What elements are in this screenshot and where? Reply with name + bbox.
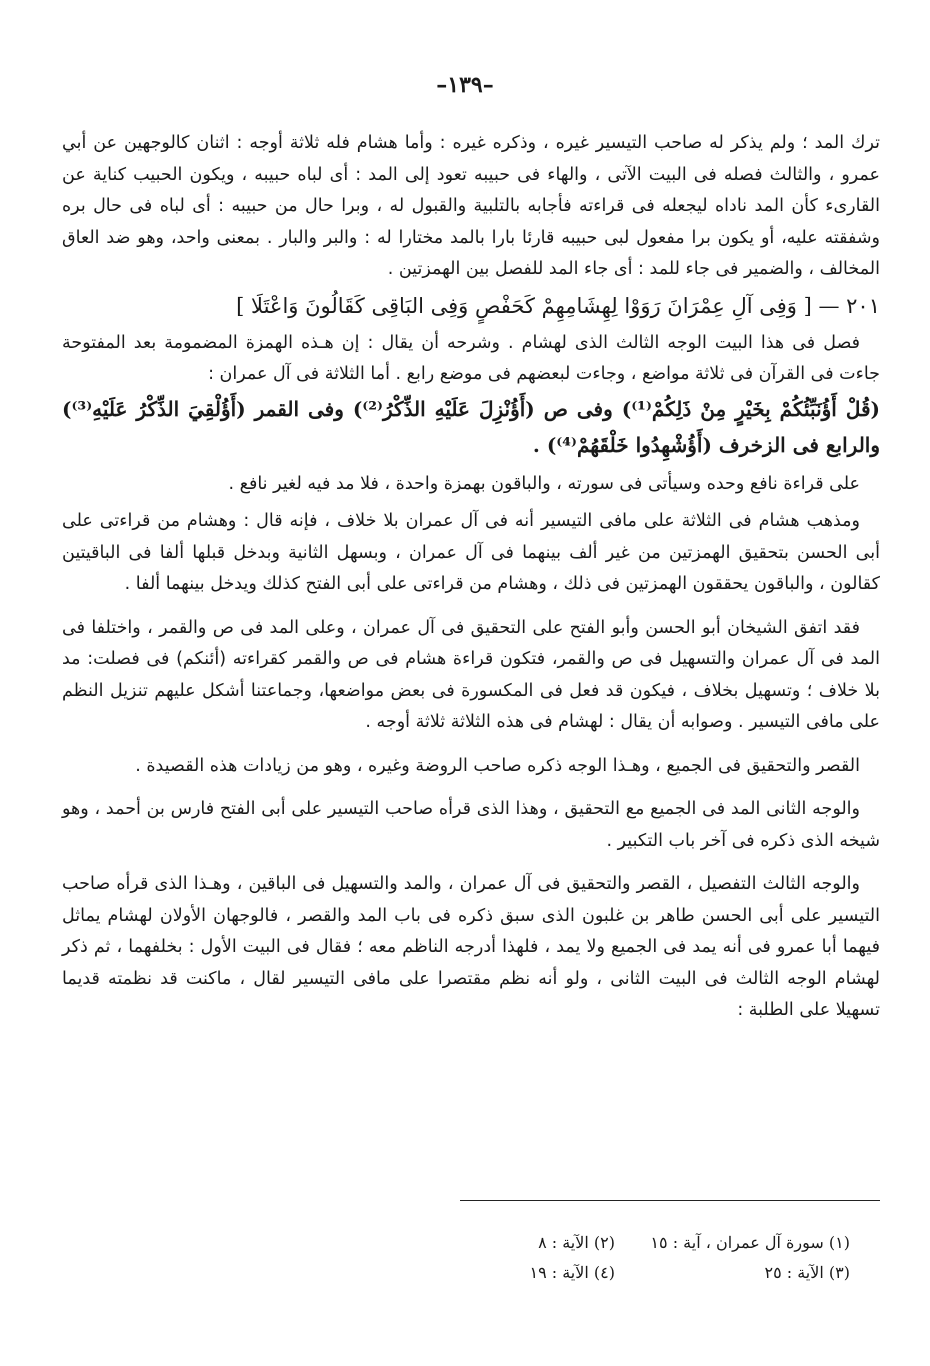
page-number: –١٣٩– [436,72,494,98]
footnote-4: (٤) الآية : ١٩ [529,1263,615,1282]
footnote-divider [460,1200,880,1201]
paragraph-first-view: القصر والتحقيق فى الجميع ، وهـذا الوجه ذكره صاحب الروضة وغيره ، وهو من زيادات هذه القصيدة . [135,755,860,776]
paragraph-third-view: والوجه الثالث التفصيل ، القصر والتحقيق فى آل عمران ، والمد والتسهيل فى الباقين ، وهـذا الذى قرأه صاحب التيسير على أبى الحسن طاهر بن غلبون الذى سبق ذكره فى باب المد والقصر ، فالوجهان الأولان لهشام يماثل فيهما أبا عمرو فى أنه يمد فى الجميع ولا يمد ، فلهذا أدرجه الناظم معه ؛ فقال فى البيت الأول : بخلفهما ، ثم ذكر لهشام الوجه الثالث فى البيت الثانى ، ولو أنه نظم مقتصرا على مافى التيسير لقال ، ماكنت قد نظمته قديما تسهيلا على الطلبة : [62,874,880,1020]
paragraph-shaykhan: فقد اتفق الشيخان أبو الحسن وأبو الفتح على التحقيق فى آل عمران ، وعلى المد فى ص والقمر ، واختلفا فى المد فى آل عمران والتسهيل فى ص والقمر، فتكون قراءة هشام فى ص والقمر كقراءته (أئنكم) فى فصلت: مد بلا خلاف ؛ وتسهيل بخلاف ، فيكون قد فعل فى المكسورة فى بعض مواضعها، وجماعتنا أشكل عليهم تنزيل النظم على مافى التيسير . وصوابه أن يقال : لهشام فى هذه الثلاثة ثلاثة أوجه . [62,617,880,732]
verse-201: ٢٠١ — [ وَفِى آلِ عِمْرَانَ رَوَوْا لِهِشَامِهِمْ كَحَفْصٍ وَفِى البَاقِى كَقَالُونَ وَاعْتَلَا ] [236,293,880,318]
paragraph-second-view: والوجه الثانى المد فى الجميع مع التحقيق ، وهذا الذى قرأه صاحب التيسير على أبى الفتح فارس بن أحمد ، وهو شيخه الذى ذكره فى آخر باب التكبير . [62,799,880,851]
footnote-3: (٣) الآية : ٢٥ [764,1263,850,1282]
quran-citations: (قُلْ أَؤُنَبِّئُكُمْ بِخَيْرٍ مِنْ ذَلِكُمْ⁽¹⁾) وفى ص (أَؤُنْزِلَ عَلَيْهِ الذِّكْرُ⁽²⁾) وفى القمر (أَؤُلْقِيَ الذِّكْرُ عَلَيْهِ⁽³⁾) والرابع فى الزخرف (أَؤُشْهِدُوا خَلْقَهُمْ⁽⁴⁾) . [62,396,880,457]
paragraph-nafi: على قراءة نافع وحده وسيأتى فى سورته ، والباقون بهمزة واحدة ، فلا مد فيه لغير نافع . [228,473,860,494]
body-text [62,128,880,1027]
paragraph-explanation: فصل فى هذا البيت الوجه الثالث الذى لهشام . وشرحه أن يقال : إن هـذه الهمزة المضمومة بعد المفتوحة جاءت فى القرآن فى ثلاثة مواضع ، وجاءت لبعضهم فى موضع رابع . أما الثلاثة فى آل عمران : [62,332,880,384]
footnote-2: (٢) الآية : ٨ [538,1233,615,1252]
footnote-1: (١) سورة آل عمران ، آية : ١٥ [650,1233,850,1252]
footnote-row [400,1258,850,1288]
footnotes [400,1228,850,1288]
paragraph-intro: ترك المد ؛ ولم يذكر له صاحب التيسير غيره ، وذكره غيره : وأما هشام فله ثلاثة أوجه : اثنان كالوجهين عن أبي عمرو ، والثالث فصله فى البيت الآتى ، والهاء فى حبيبه تعود إلى المد : أى لباه حبيبه ، ويكون الحبيب كناية عن القارىء كأن المد ناداه ليجعله فى قراءته فأجابه بالتلبية والقبول له ، وبرا حال من حبيبه : أى لباه فى حال بره وشفقته عليه، أو يكون برا مفعول لبى حبيبه قارئا بارا بالمد مختارا له : والبر والبار . بمعنى واحد، وهو ضد العاق المخالف ، والضمير فى جاء للمد : أى جاء المد للفصل بين الهمزتين . [62,133,880,279]
paragraph-hisham: ومذهب هشام فى الثلاثة على مافى التيسير أنه فى آل عمران بلا خلاف ، فإنه قال : وهشام من قراءتى على أبى الحسن بتحقيق الهمزتين من غير ألف بينهما فى آل عمران ، وبسهل الثانية وبدخل قبلها ألفا فى الباقيتين كقالون ، والباقون يحققون الهمزتين فى ذلك ، وهشام من قراءتى على أبى الفتح كذلك ويدخل بينهما ألفا . [62,511,880,594]
footnote-row [400,1228,850,1258]
